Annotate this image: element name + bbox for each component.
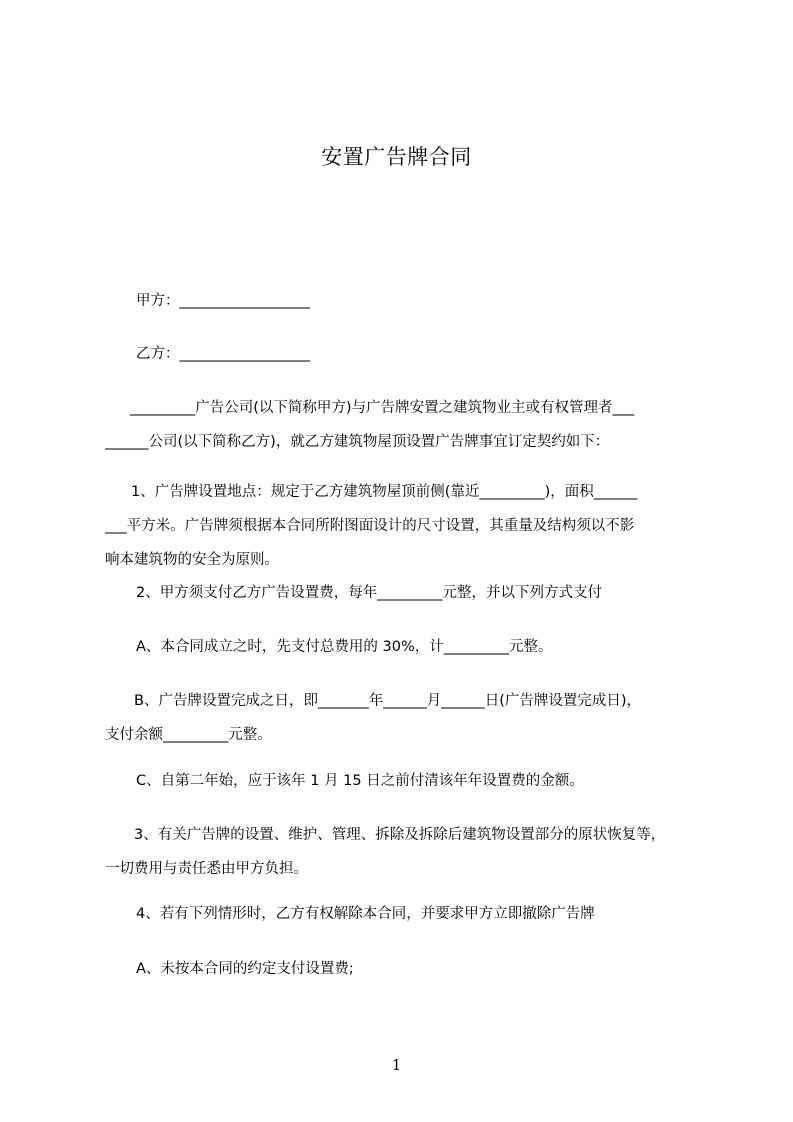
party-b-line xyxy=(136,337,756,371)
clause-2b-line-1: B、广告牌设置完成之日，即_______年______月______日(广告牌设置完成日)， xyxy=(134,693,642,709)
clause-2-paragraph xyxy=(136,576,756,610)
clause-2b-line-2: 支付余额_________元整。 xyxy=(105,727,272,743)
clause-4-text: 4、若有下列情形时，乙方有权解除本合同，并要求甲方立即撤除广告牌 xyxy=(136,906,595,922)
clause-3-paragraph xyxy=(105,818,725,886)
clause-3-line-2: 一切费用与责任悉由甲方负担。 xyxy=(105,861,308,877)
clause-1-line-2: ___平方米。广告牌须根据本合同所附图面设计的尺寸设置，其重量及结构须以不影 xyxy=(105,518,635,534)
intro-line-2: ______公司(以下简称乙方)，就乙方建筑物屋顶设置广告牌事宜订定契约如下： xyxy=(105,434,610,450)
page-number: 1 xyxy=(391,1056,402,1074)
clause-1-paragraph xyxy=(105,475,725,577)
clause-2b-paragraph xyxy=(105,684,725,752)
clause-2c-text: C、自第二年始，应于该年 1 月 15 日之前付清该年年设置费的金额。 xyxy=(136,773,584,789)
clause-2-text: 2、甲方须支付乙方广告设置费，每年_________元整，并以下列方式支付 xyxy=(136,585,602,601)
intro-paragraph xyxy=(105,391,725,459)
clause-2a-text: A、本合同成立之时，先支付总费用的 30%，计_________元整。 xyxy=(136,639,553,655)
clause-4-paragraph xyxy=(136,897,756,931)
clause-1-line-1: 1、广告牌设置地点：规定于乙方建筑物屋顶前侧(靠近_________)，面积______ xyxy=(131,484,638,500)
party-a-text: 甲方：__________________ xyxy=(136,293,310,309)
clause-2c-paragraph xyxy=(136,764,756,798)
clause-4a-paragraph xyxy=(136,952,756,986)
intro-line-1: _________广告公司(以下简称甲方)与广告牌安置之建筑物业主或有权管理者___ xyxy=(130,400,635,416)
party-b-text: 乙方：__________________ xyxy=(136,346,310,362)
clause-1-line-3: 响本建筑物的安全为原则。 xyxy=(105,552,279,568)
clause-2a-paragraph xyxy=(136,630,756,664)
party-a-line xyxy=(136,284,756,318)
clause-4a-text: A、未按本合同的约定支付设置费; xyxy=(136,961,354,977)
page-title: 安置广告牌合同 xyxy=(321,145,472,169)
clause-3-line-1: 3、有关广告牌的设置、维护、管理、拆除及拆除后建筑物设置部分的原状恢复等， xyxy=(134,827,666,843)
